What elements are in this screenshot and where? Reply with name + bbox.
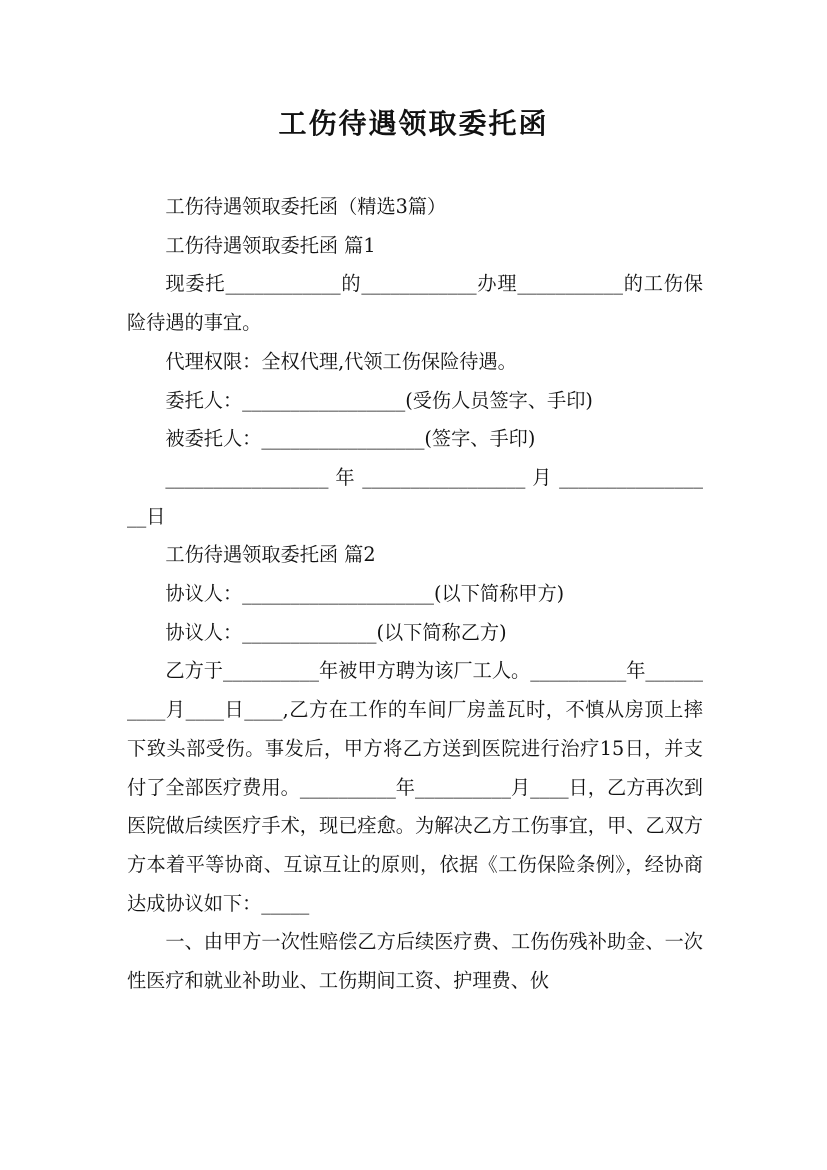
document-body — [127, 188, 703, 1001]
paragraph-agent: 被委托人：_________________(签字、手印) — [165, 427, 536, 451]
paragraph-incident: 乙方于__________年被甲方聘为该厂工人。__________年__________月____日____,乙方在工作的车间厂房盖瓦时，不慎从房顶上摔下致头部受伤。事发后，甲方将乙方送到医院进行治疗15日，并支付了全部医疗费用。__________年__________月____日，乙方再次到医院做后续医疗手术，现已痊愈。为解决乙方工伤事宜，甲、乙双方方本着平等协商、互谅互让的原则，依据《工伤保险条例》，经协商达成协议如下：_____ — [127, 659, 703, 915]
paragraph-authority: 代理权限：全权代理,代领工伤保险待遇。 — [165, 349, 517, 373]
paragraph-party-b: 协议人：______________(以下简称乙方) — [165, 620, 507, 644]
document-title: 工伤待遇领取委托函 — [278, 107, 549, 140]
paragraph-party-a: 协议人：____________________(以下简称甲方) — [165, 582, 565, 606]
paragraph-date: _________________ 年 _________________ 月 _________________日 — [127, 465, 703, 528]
paragraph-entrust: 现委托____________的____________办理___________的工伤保险待遇的事宜。 — [127, 272, 703, 335]
paragraph-section-1: 工伤待遇领取委托函 篇1 — [165, 233, 376, 257]
paragraph-heading: 工伤待遇领取委托函（精选3篇） — [165, 195, 447, 218]
paragraph-clause-1: 一、由甲方一次性赔偿乙方后续医疗费、工伤伤残补助金、一次性医疗和就业补助业、工伤期间工资、护理费、伙 — [127, 930, 703, 993]
paragraph-principal: 委托人：_________________(受伤人员签字、手印) — [165, 388, 593, 412]
paragraph-section-2: 工伤待遇领取委托函 篇2 — [165, 543, 376, 567]
